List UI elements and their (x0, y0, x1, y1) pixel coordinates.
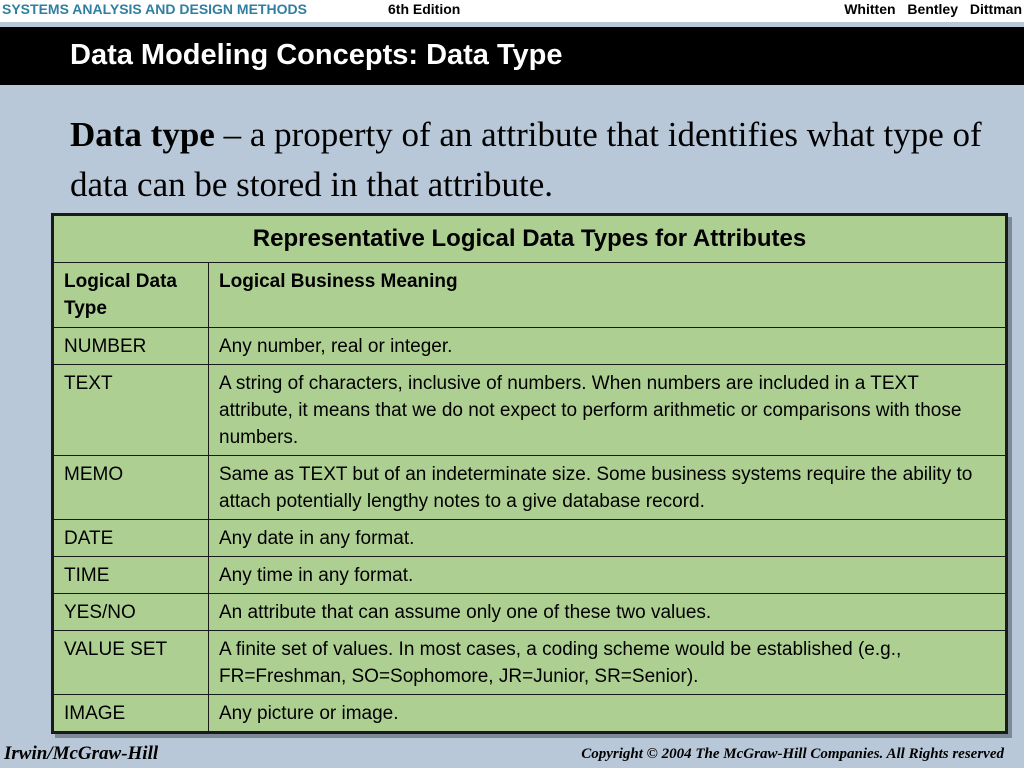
meaning-cell: A string of characters, inclusive of numbers. When numbers are included in a TEXT attribute, it means that we do not expect to perform arithmetic or comparisons with those numbers. (209, 365, 1007, 456)
authors-label: Whitten Bentley Dittman (844, 1, 1022, 17)
type-cell: NUMBER (53, 328, 209, 365)
type-cell: VALUE SET (53, 631, 209, 695)
definition-term: Data type (70, 115, 215, 154)
definition-paragraph (70, 110, 1010, 210)
table-row (53, 365, 1007, 456)
meaning-cell: A finite set of values. In most cases, a coding scheme would be established (e.g., FR=Freshman, SO=Sophomore, JR=Junior, SR=Senior). (209, 631, 1007, 695)
edition-label: 6th Edition (388, 1, 461, 17)
type-cell: MEMO (53, 456, 209, 520)
data-types-table (51, 213, 1008, 734)
table-caption: Representative Logical Data Types for Attributes (53, 215, 1007, 263)
meaning-cell: Any date in any format. (209, 520, 1007, 557)
definition-text: – a property of an attribute that identifies what type of data can be stored in that attribute. (70, 115, 982, 204)
copyright-notice: Copyright © 2004 The McGraw-Hill Companies. All Rights reserved (581, 746, 1004, 762)
slide-title: Data Modeling Concepts: Data Type (70, 39, 563, 71)
table-row (53, 520, 1007, 557)
table-row (53, 695, 1007, 733)
table-row (53, 594, 1007, 631)
table-row (53, 328, 1007, 365)
table-row (53, 456, 1007, 520)
book-series-title: SYSTEMS ANALYSIS AND DESIGN METHODS (2, 1, 307, 17)
meaning-cell: Any picture or image. (209, 695, 1007, 733)
meaning-cell: Any number, real or integer. (209, 328, 1007, 365)
column-header-meaning: Logical Business Meaning (209, 263, 1007, 328)
title-bar (0, 27, 1024, 85)
publisher-label: Irwin/McGraw-Hill (4, 743, 159, 764)
type-cell: YES/NO (53, 594, 209, 631)
type-cell: DATE (53, 520, 209, 557)
type-cell: TEXT (53, 365, 209, 456)
type-cell: TIME (53, 557, 209, 594)
meaning-cell: Same as TEXT but of an indeterminate size. Some business systems require the ability to attach potentially lengthy notes to a give database record. (209, 456, 1007, 520)
meaning-cell: Any time in any format. (209, 557, 1007, 594)
table-row (53, 631, 1007, 695)
table-row (53, 557, 1007, 594)
column-header-type: Logical Data Type (53, 263, 209, 328)
type-cell: IMAGE (53, 695, 209, 733)
meaning-cell: An attribute that can assume only one of these two values. (209, 594, 1007, 631)
top-header-bar (0, 0, 1024, 22)
